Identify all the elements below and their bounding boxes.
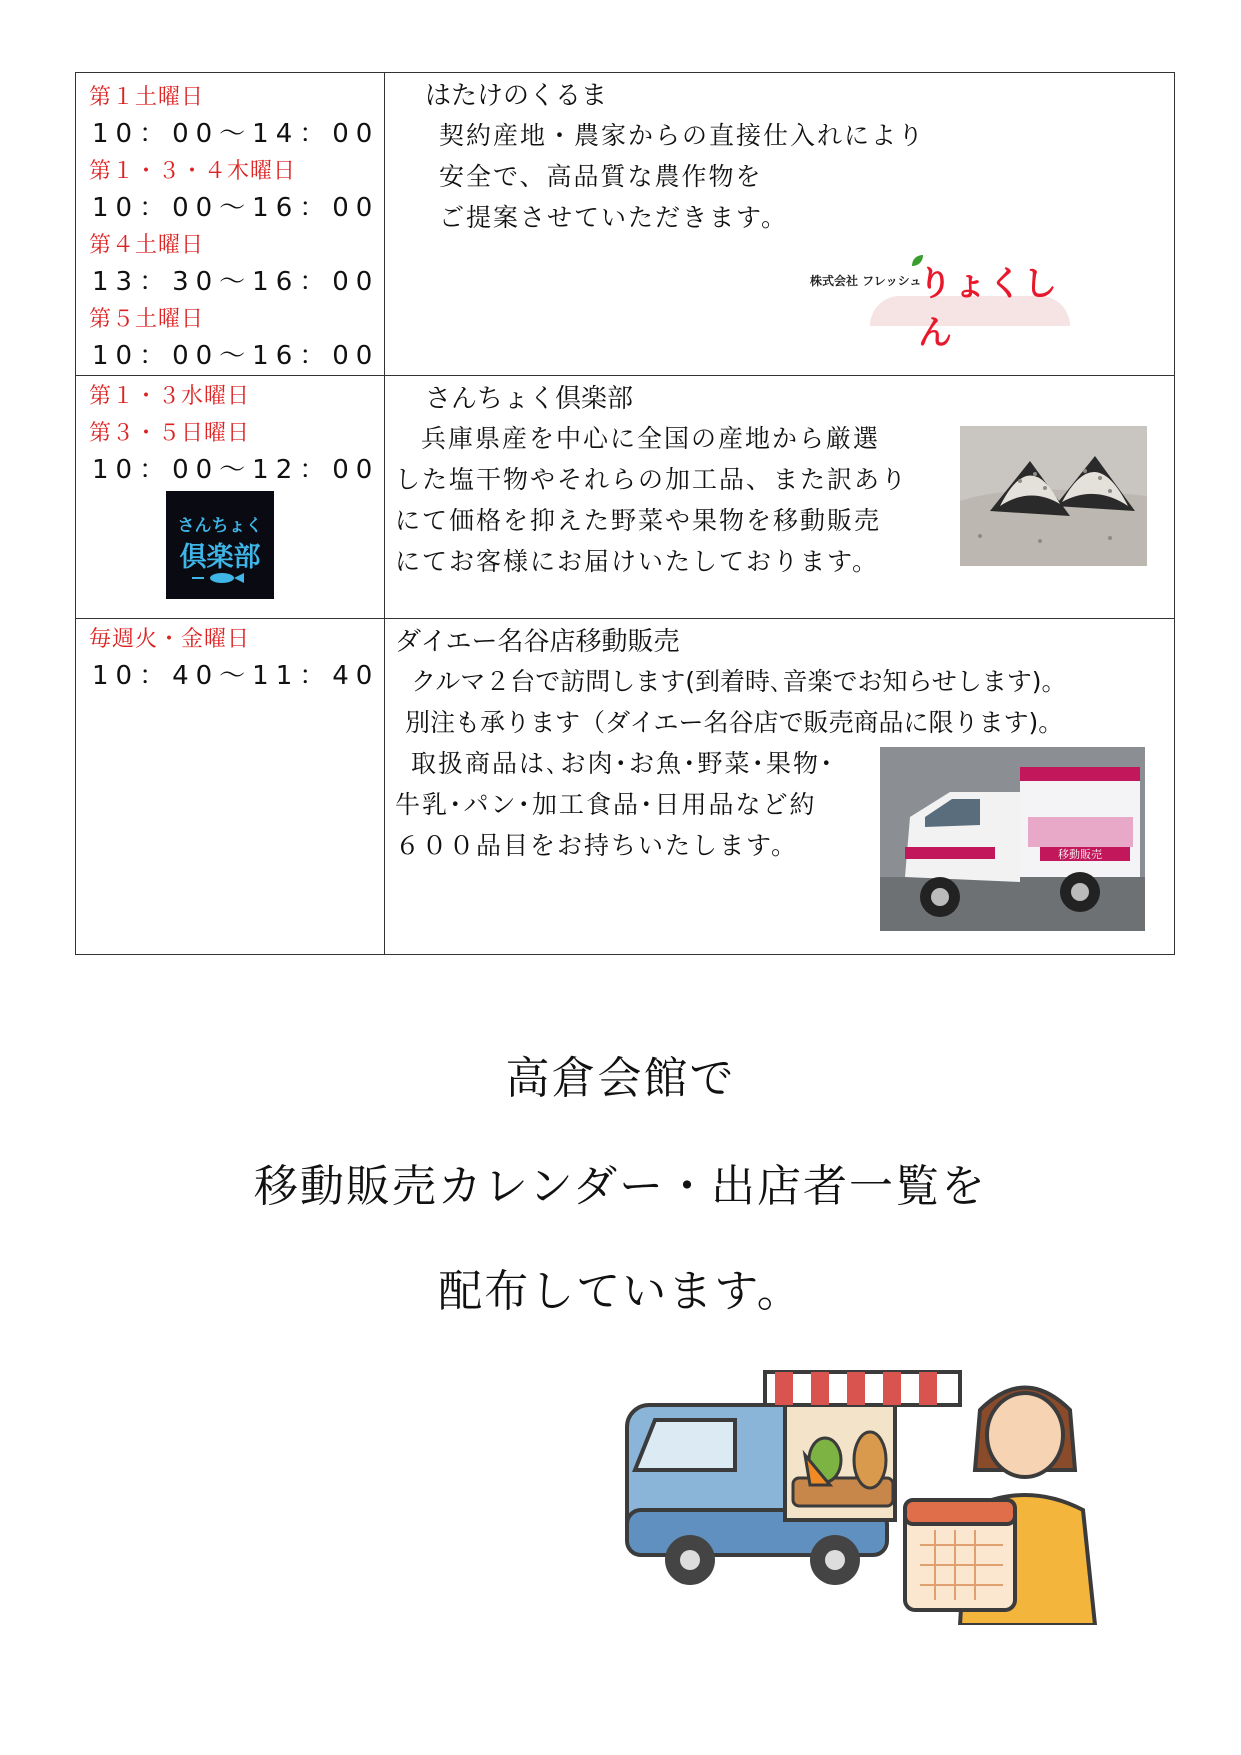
- vendor-row: [76, 619, 1175, 955]
- truck-and-woman-illustration: [615, 1360, 1115, 1625]
- vendor-description-line: 契約産地・農家からの直接仕入れにより: [439, 121, 926, 150]
- vendor-description-line: ご提案させていただきます。: [439, 203, 789, 232]
- mobile-sales-truck-photo: [880, 747, 1145, 931]
- day-label: 第３・５日曜日: [89, 421, 251, 446]
- notice-line: 移動販売カレンダー・出店者一覧を: [253, 1161, 988, 1212]
- vendor-name: ダイエー名谷店移動販売: [395, 627, 680, 657]
- dried-fish-photo: [960, 426, 1147, 566]
- time-label: 10：00～16：00: [92, 341, 380, 371]
- vendor-description-line: ６００品目をお持ちいたします。: [395, 831, 799, 860]
- vendor-name: はたけのくるま: [425, 81, 608, 111]
- logo-text-line2: 倶楽部: [179, 542, 261, 573]
- day-label: 第１・３水曜日: [89, 384, 251, 409]
- vendor-description-line: 牛乳･パン･加工食品･日用品など約: [395, 790, 817, 819]
- vendor-description-line: 別注も承ります（ダイエー名谷店で販売商品に限ります)。: [405, 708, 1064, 737]
- schedule-cell: [76, 73, 385, 376]
- vendor-name: さんちょく倶楽部: [425, 384, 634, 414]
- vendor-description-line: にて価格を抑えた野菜や果物を移動販売: [395, 506, 882, 535]
- sanchoku-logo: [166, 491, 274, 599]
- fish-icon: [190, 571, 250, 585]
- day-label: 第５土曜日: [89, 307, 205, 332]
- ryokushin-logo: [810, 248, 1090, 353]
- vendor-description-line: にてお客様にお届けいたしております。: [395, 547, 880, 576]
- time-label: 10：00～12：00: [92, 455, 380, 485]
- truck-sign-text: 移動販売: [1058, 848, 1102, 861]
- vendor-description-line: 取扱商品は､お肉･お魚･野菜･果物･: [411, 749, 835, 778]
- time-label: 13：30～16：00: [92, 267, 380, 297]
- vendor-description-line: した塩干物やそれらの加工品、また訳あり: [395, 465, 909, 494]
- logo-brand-text: りょくしん: [918, 264, 1058, 353]
- schedule-cell: [76, 619, 385, 955]
- time-label: 10：40～11：40: [92, 661, 380, 691]
- vendor-description-line: 安全で、高品質な農作物を: [439, 162, 763, 191]
- vendor-description-line: クルマ２台で訪問します(到着時､音楽でお知らせします)｡: [411, 667, 1055, 696]
- day-label: 第１土曜日: [89, 85, 205, 110]
- time-label: 10：00～16：00: [92, 193, 380, 223]
- day-label: 第４土曜日: [89, 233, 205, 258]
- time-label: 10：00～14：00: [92, 119, 380, 149]
- notice-line: 高倉会館で: [505, 1053, 736, 1104]
- vendor-info-cell: [385, 619, 1175, 955]
- notice-line: 配布しています。: [438, 1266, 803, 1317]
- vendor-description-line: 兵庫県産を中心に全国の産地から厳選: [421, 424, 881, 453]
- vendor-info-cell: [385, 376, 1175, 619]
- vendor-info-cell: [385, 73, 1175, 376]
- vendor-row: [76, 73, 1175, 376]
- day-label: 毎週火・金曜日: [89, 627, 251, 652]
- vendor-row: [76, 376, 1175, 619]
- logo-company-text: 株式会社 フレッシュ: [810, 274, 922, 288]
- schedule-table: [75, 72, 1175, 955]
- day-label: 第１・３・４木曜日: [89, 159, 297, 184]
- schedule-cell: [76, 376, 385, 619]
- logo-text-line1: さんちょく: [177, 516, 263, 536]
